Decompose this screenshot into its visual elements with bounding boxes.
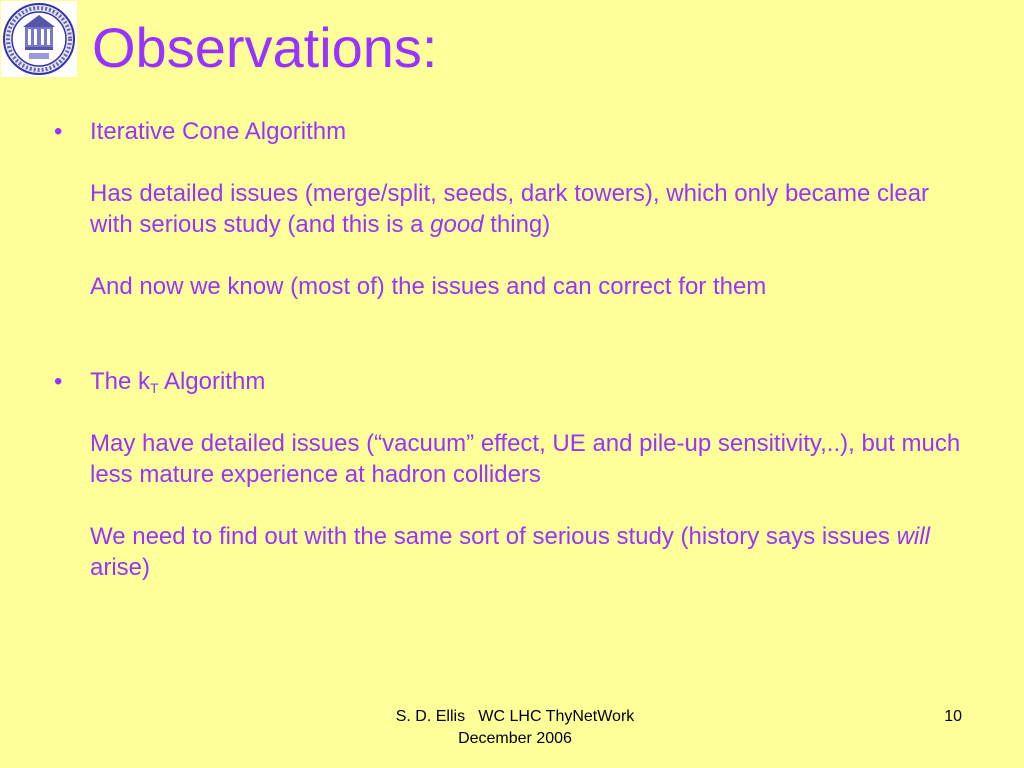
subscript-text: T: [150, 380, 159, 396]
bullet-item-kt-algorithm: [54, 366, 974, 583]
bullet-paragraph: [90, 178, 974, 240]
bullet-heading: [90, 366, 974, 397]
emphasis-text: good: [430, 211, 484, 238]
paragraph-text: We need to find out with the same sort of serious study (history says issues: [90, 523, 897, 550]
emphasis-text: will: [896, 523, 930, 550]
heading-text-end: Algorithm: [158, 368, 266, 395]
bullet-heading: Iterative Cone Algorithm: [90, 118, 347, 145]
bullet-paragraph: And now we know (most of) the issues and can correct for them: [90, 273, 767, 300]
slide-title: Observations:: [92, 16, 438, 79]
slide-content: [54, 116, 974, 583]
footer-author: S. D. Ellis WC LHC ThyNetWork: [395, 708, 635, 725]
bullet-paragraph: [90, 521, 974, 583]
seal-icon: [1, 1, 77, 77]
paragraph-text: Has detailed issues (merge/split, seeds, dark towers), which only became clear with serious study (and this is a: [90, 180, 930, 238]
university-seal-logo: [1, 1, 77, 77]
paragraph-text-end: arise): [90, 554, 151, 581]
bullet-item-iterative-cone: [54, 116, 974, 302]
page-number: 10: [944, 708, 962, 725]
paragraph-text-end: thing): [483, 211, 551, 238]
bullet-marker: •: [54, 368, 63, 395]
footer-date: December 2006: [458, 730, 572, 747]
bullet-marker: •: [54, 118, 63, 145]
heading-text: The k: [90, 368, 151, 395]
slide-footer: [330, 706, 700, 750]
bullet-paragraph: May have detailed issues (“vacuum” effect, UE and pile-up sensitivity,..), but much less mature experience at hadron colliders: [90, 430, 961, 488]
